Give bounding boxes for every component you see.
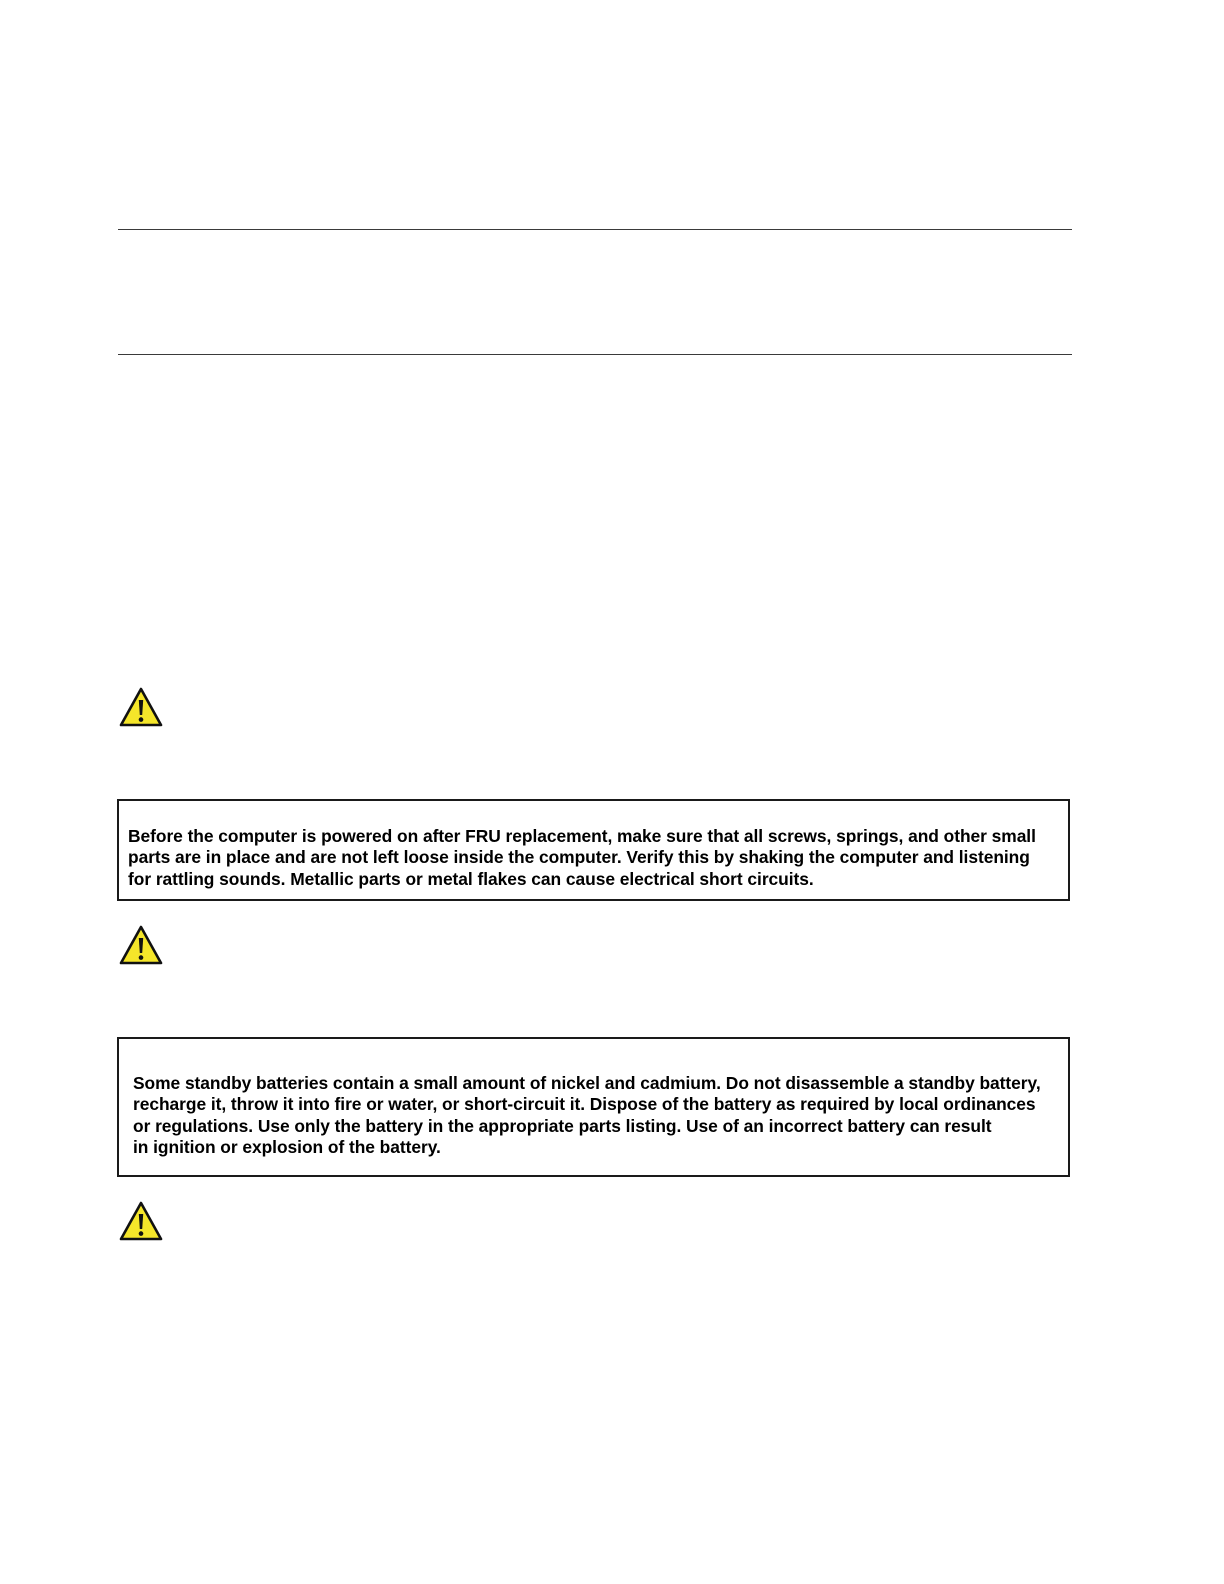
notice-line: or regulations. Use only the battery in the appropriate parts listing. Use of an incorrect battery can result (133, 1115, 992, 1136)
notice-line: Some standby batteries contain a small amount of nickel and cadmium. Do not disassemble a standby battery, (133, 1073, 1041, 1093)
warning-triangle-icon (118, 686, 164, 728)
notice-line: parts are in place and are not left loose inside the computer. Verify this by shaking the computer and listening (128, 847, 1030, 868)
notice-line: recharge it, throw it into fire or water, or short-circuit it. Dispose of the battery as required by local ordinances (133, 1094, 1036, 1115)
notice-line: in ignition or explosion of the battery. (133, 1136, 441, 1157)
notice-line: Before the computer is powered on after FRU replacement, make sure that all screws, springs, and other small (128, 826, 1036, 846)
top-rule (118, 229, 1072, 230)
warning-triangle-icon (118, 1200, 164, 1242)
notice-text-standby-battery (133, 1073, 1041, 1158)
notice-line: for rattling sounds. Metallic parts or metal flakes can cause electrical short circuits. (128, 868, 814, 889)
warning-triangle-icon (118, 924, 164, 966)
second-rule (118, 354, 1072, 355)
notice-text-fru-replacement (128, 826, 1036, 890)
